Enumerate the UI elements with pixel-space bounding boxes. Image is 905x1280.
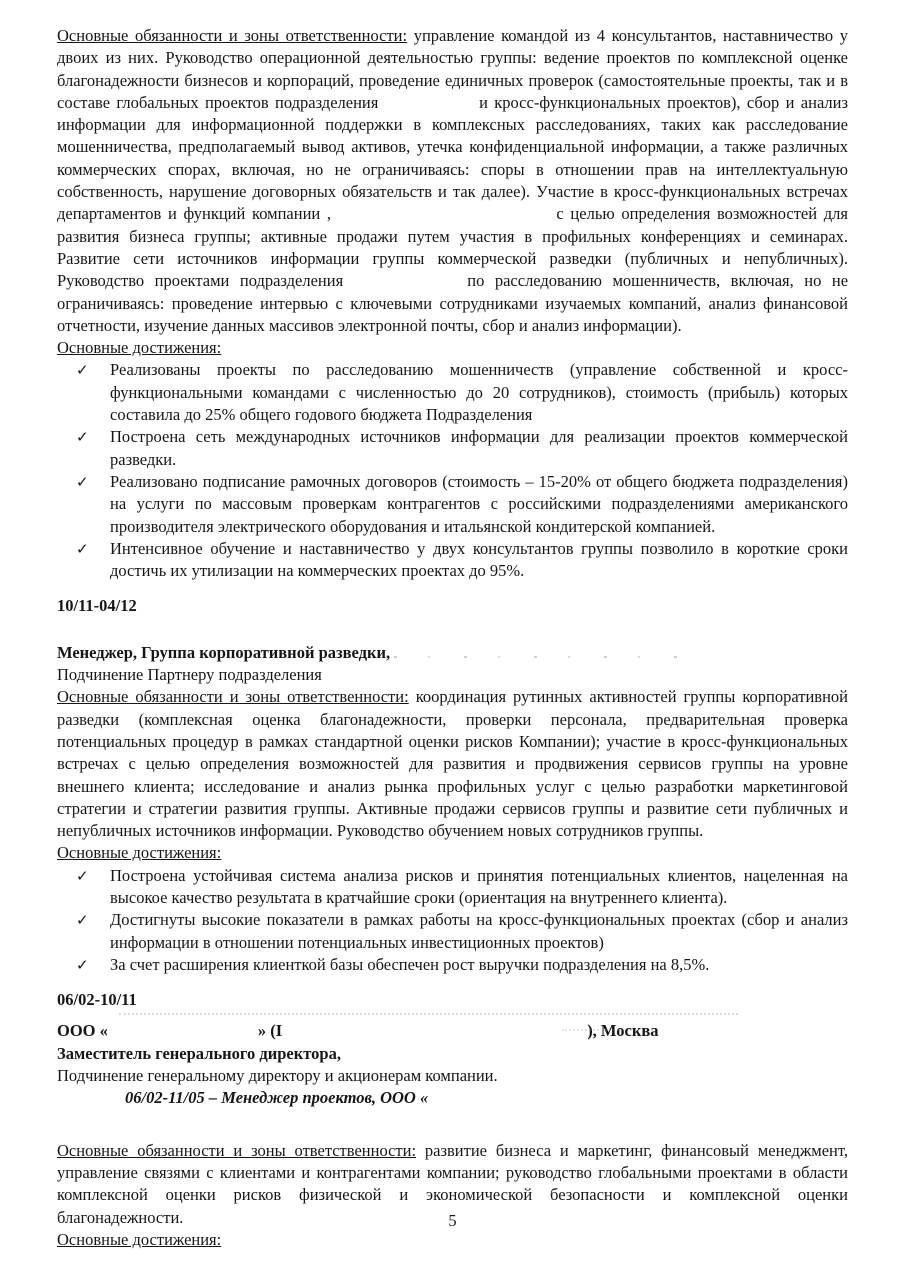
duties-paragraph-2 — [57, 686, 848, 842]
achievements-heading-text: Основные достижения: — [57, 843, 222, 863]
job-title-text: Менеджер, Группа корпоративной разведки, — [57, 642, 391, 662]
redaction-artifact — [119, 1013, 738, 1015]
duties-heading: Основные обязанности и зоны ответственности: — [57, 687, 409, 707]
duties-heading: Основные обязанности и зоны ответственности: — [57, 1140, 417, 1160]
achievement-text: Построена сеть международных источников информации для реализации проектов коммерческой разведки. — [110, 427, 848, 469]
check-bullet-icon: ✓ — [76, 428, 89, 447]
redacted-gap — [282, 1035, 587, 1036]
company-text-part: ООО « — [57, 1021, 108, 1041]
list-item — [57, 538, 848, 583]
duties-text-part: управление командой из 4 консультантов, наставничество у двоих из них. Руководство операционной деятельностью группы: ведение проектов по комплексной оценке благонадежности бизнесов и корпораций, проведение единичных проверок (самостоятельные проекты, так и в составе глобальных проектов подразделения — [57, 26, 848, 112]
company-text-part: ), Москва — [587, 1021, 659, 1041]
achievement-text: За счет расширения клиенткой базы обеспечен рост выручки подразделения на 8,5%. — [110, 954, 710, 974]
achievement-text: Достигнуты высокие показатели в рамках работы на кросс-функциональных проектах (сбор и анализ информации в отношении потенциальных инвестиционных проектов) — [110, 910, 848, 952]
role-line: Заместитель генерального директора, — [57, 1043, 341, 1063]
list-item — [57, 909, 848, 954]
sub-role-line: 06/02-11/05 – Менеджер проектов, ООО « — [125, 1088, 429, 1108]
check-bullet-icon: ✓ — [76, 911, 89, 930]
redacted-gap — [354, 285, 457, 286]
list-item — [57, 471, 848, 538]
redacted-company-name — [394, 646, 689, 658]
achievements-heading-1 — [57, 337, 848, 359]
check-bullet-icon: ✓ — [76, 955, 89, 974]
check-bullet-icon: ✓ — [76, 472, 89, 491]
reporting-line: Подчинение Партнеру подразделения — [57, 665, 322, 685]
achievements-heading-text: Основные достижения: — [57, 1229, 222, 1249]
reporting-line: Подчинение генеральному директору и акционерам компании. — [57, 1066, 498, 1086]
achievement-text: Интенсивное обучение и наставничество у двух консультантов группы позволило в короткие сроки достичь их утилизации на коммерческих проектах до 95%. — [110, 538, 848, 581]
duties-text-part: с целью определения возможностей для развития бизнеса группы; активные продажи путем участия в профильных конференциях и семинарах. Развитие сети источников информации группы коммерческой разведки (публичных и непубличных). Руководство проектами подразделения — [57, 204, 848, 291]
duties-heading: Основные обязанности и зоны ответственности: — [57, 26, 408, 45]
duties-text-part: по расследованию мошенничеств, включая, но не ограничиваясь: проведение интервью с ключевыми сотрудниками изучаемых компаний, анализ финансовой отчетности, изучение данных массивов электронной почты, сбор и анализ информации). — [57, 271, 849, 335]
achievements-list-1 — [57, 359, 848, 582]
check-bullet-icon: ✓ — [76, 866, 89, 885]
list-item — [57, 865, 848, 910]
achievements-heading-text: Основные достижения: — [57, 338, 222, 358]
achievement-text: Реализовано подписание рамочных договоров (стоимость – 15-20% от общего бюджета подразделения) на услуги по массовым проверкам контрагентов с российскими подразделениями американского производителя электрического оборудования и итальянской кондитерской компанией. — [110, 471, 848, 536]
achievement-text: Реализованы проекты по расследованию мошенничеств (управление собственной и кросс-функциональными командами с численностью до 20 сотрудников), стоимость (прибыль) которых составила до 25% общего годового бюджета Подразделения — [110, 360, 848, 425]
list-item — [57, 426, 848, 471]
redacted-gap — [385, 107, 473, 108]
duties-text-part: и кросс-функциональных проектов), сбор и анализ информации для информационной поддержки в комплексных расследованиях, таких как расследование мошенничества, предполагаемый вывод активов, утечка конфиденциальной информации, а также различных коммерческих спорах, включая, но не ограничиваясь: споры в отношении прав на интеллектуальную собственность, нарушение договорных обязательств и так далее). Участие в кросс-функциональных встречах департаментов и функций компании , — [57, 92, 849, 224]
redacted-gap — [108, 1035, 258, 1036]
achievement-text: Построена устойчивая система анализа рисков и принятия потенциальных клиентов, нацеленная на высокое качество результата в кратчайшие сроки (ориентация на внутреннего клиента). — [110, 865, 848, 907]
duties-text: координация рутинных активностей группы корпоративной разведки (комплексная оценка благонадежности, проверки персонала, предварительная проверка потенциальных процедур в рамках стандартной оценки рисков Компании); участие в кросс-функциональных встречах с целью определения возможностей для развития и продвижения сервисов группы на уровне внешнего клиента; исследование и анализ рынка профильных услуг с целью разработки маркетинговой стратегии и стратегии развития группы. Активные продажи сервисов группы и развитие сети публичных и непубличных источников информации. Руководство обучением новых сотрудников группы. — [57, 687, 848, 841]
date-range: 10/11-04/12 — [57, 596, 137, 616]
check-bullet-icon: ✓ — [76, 361, 89, 380]
page-number: 5 — [448, 1211, 457, 1230]
check-bullet-icon: ✓ — [76, 539, 89, 558]
achievements-list-2 — [57, 865, 848, 976]
job-title-line — [57, 642, 848, 664]
list-item — [57, 954, 848, 976]
achievements-heading-2 — [57, 842, 848, 864]
duties-text: развитие бизнеса и маркетинг, финансовый менеджмент, управление связями с клиентами и контрагентами компании; руководство глобальными проектами в области комплексной оценки рисков физической и экономической безопасности и комплексной оценки благонадежности. — [57, 1140, 848, 1227]
redaction-artifact — [562, 1029, 622, 1031]
redacted-gap — [338, 218, 550, 219]
company-line — [57, 1020, 848, 1042]
date-range: 06/02-10/11 — [57, 990, 137, 1010]
duties-paragraph-1 — [57, 25, 848, 337]
list-item — [57, 359, 848, 426]
company-text-part: » (I — [257, 1021, 283, 1041]
